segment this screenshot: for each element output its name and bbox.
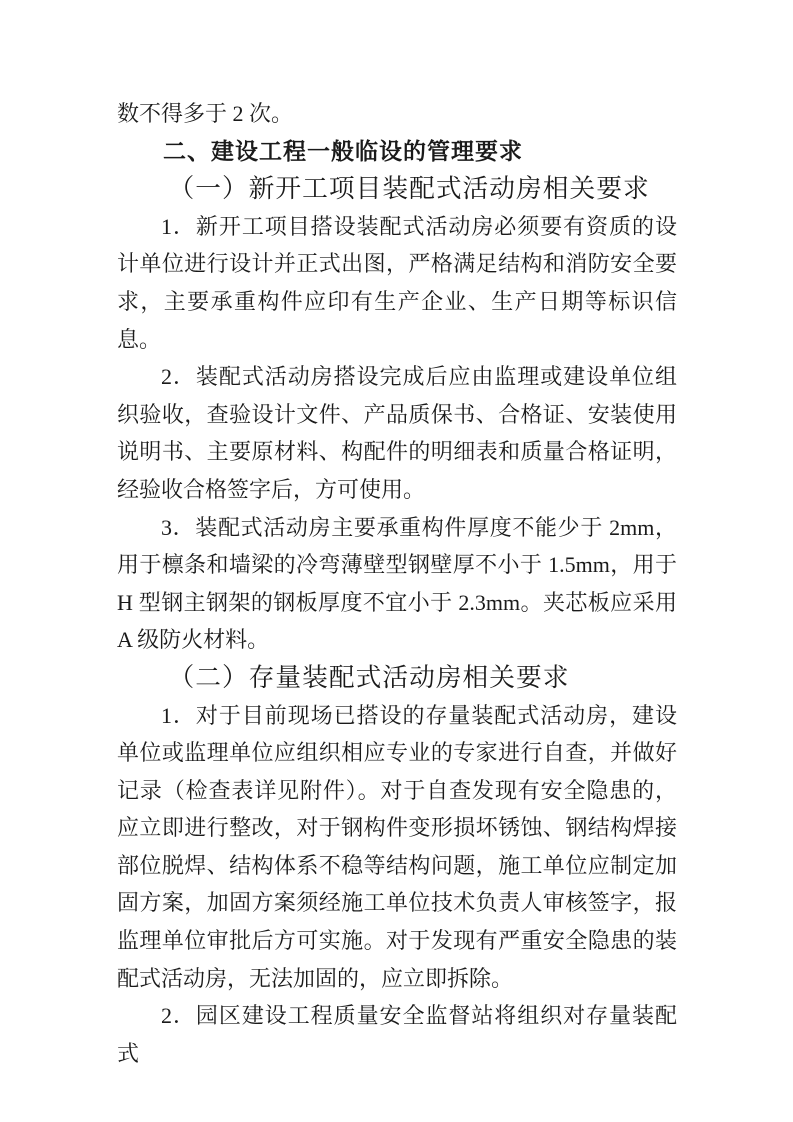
subsection-heading-1: （一）新开工项目装配式活动房相关要求 — [168, 174, 650, 204]
paragraph-existing-item-1: 1．对于目前现场已搭设的存量装配式活动房，建设单位或监理单位应组织相应专业的专家进行自查，并做好记录（检查表详见附件）。对于自查发现有安全隐患的，应立即进行整改，对于钢构件变形损坏锈蚀、钢结构焊接部位脱焊、结构体系不稳等结构问题，施工单位应制定加固方案，加固方案须经施工单位技术负责人审核签字，报监理单位审批后方可实施。对于发现有严重安全隐患的装配式活动房，无法加固的，应立即拆除。 — [117, 702, 677, 991]
continuation-line: 数不得多于 2 次。 — [117, 101, 294, 126]
paragraph-new-project-item-2: 2．装配式活动房搭设完成后应由监理或建设单位组织验收，查验设计文件、产品质保书、合格证、安装使用说明书、主要原材料、构配件的明细表和质量合格证明，经验收合格签字后，方可使用。 — [117, 364, 677, 502]
subsection-heading-2: （二）存量装配式活动房相关要求 — [168, 662, 570, 692]
paragraph-new-project-item-1: 1．新开工项目搭设装配式活动房必须要有资质的设计单位进行设计并正式出图，严格满足结构和消防安全要求，主要承重构件应印有生产企业、生产日期等标识信息。 — [117, 213, 677, 352]
document-body — [117, 95, 677, 1072]
section-heading-2: 二、建设工程一般临设的管理要求 — [163, 137, 523, 164]
paragraph-new-project-item-3: 3．装配式活动房主要承重构件厚度不能少于 2mm，用于檩条和墙梁的冷弯薄壁型钢壁厚不小于 1.5mm，用于 H 型钢主钢架的钢板厚度不宜小于 2.3mm。夹芯板应采用 A 级防火材料。 — [117, 514, 677, 653]
paragraph-existing-item-2: 2．园区建设工程质量安全监督站将组织对存量装配式 — [117, 1003, 677, 1066]
